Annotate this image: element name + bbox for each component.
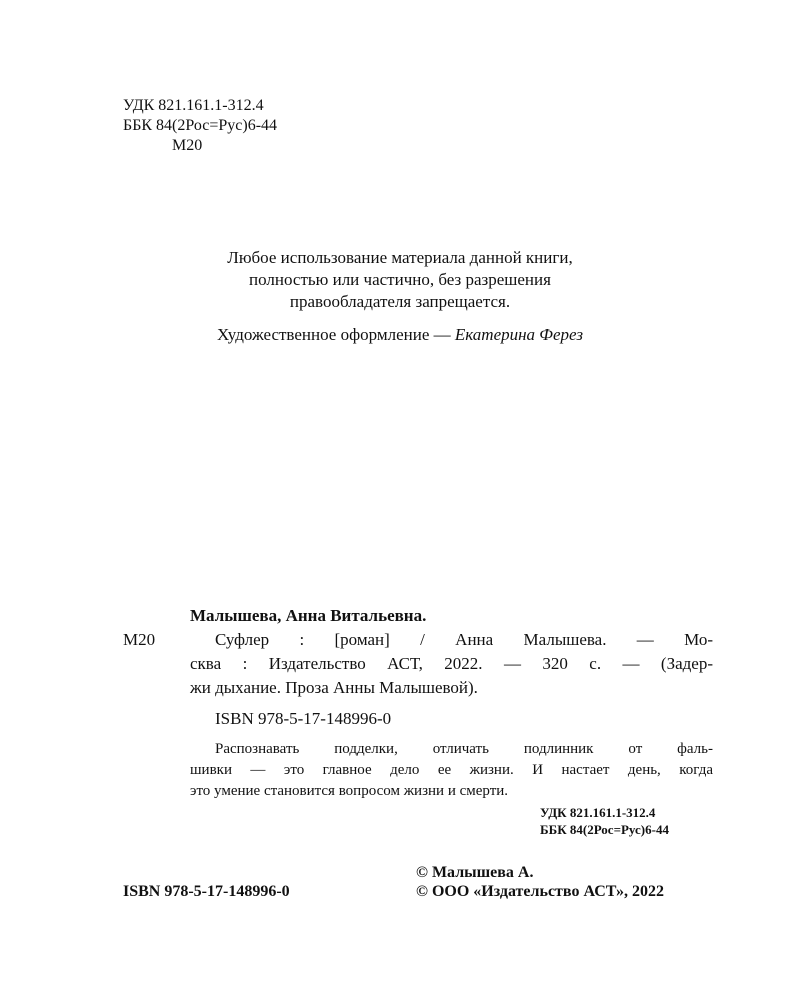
notice-line-3: правообладателя запрещается. <box>289 292 511 311</box>
bib-line-3: жи дыхание. Проза Анны Малышевой). <box>190 678 478 697</box>
footer-isbn: ISBN 978-5-17-148996-0 <box>123 883 290 900</box>
bib-line-2: сква : Издательство АСТ, 2022. — 320 с. — (Задер- <box>190 654 713 673</box>
design-credit <box>0 325 800 345</box>
author-sign: М20 <box>172 137 203 154</box>
udk-code: УДК 821.161.1-312.4 <box>123 97 264 114</box>
bib-line-1: Суфлер : [роман] / Анна Малышева. — Мо- <box>215 630 713 649</box>
annotation-line-2: шивки — это главное дело ее жизни. И настает день, когда <box>190 762 713 778</box>
copyright-publisher: © ООО «Издательство АСТ», 2022 <box>416 883 665 900</box>
notice-line-1: Любое использование материала данной книги, <box>227 248 573 267</box>
bib-code: М20 <box>123 630 156 649</box>
copyright-author: © Малышева А. <box>416 864 534 881</box>
bib-author: Малышева, Анна Витальевна. <box>190 606 427 625</box>
bib-isbn: ISBN 978-5-17-148996-0 <box>215 709 392 728</box>
classification-udk: УДК 821.161.1-312.4 <box>540 805 656 820</box>
annotation-line-1: Распознавать подделки, отличать подлинник от фаль- <box>215 741 713 757</box>
classification-bbk: ББК 84(2Рос=Рус)6-44 <box>540 822 669 837</box>
design-label: Художественное оформление — <box>217 325 455 344</box>
bbk-code: ББК 84(2Рос=Рус)6-44 <box>123 117 278 134</box>
notice-line-2: полностью или частично, без разрешения <box>249 270 551 289</box>
design-artist: Екатерина Ферез <box>454 325 583 344</box>
annotation-line-3: это умение становится вопросом жизни и смерти. <box>190 783 509 799</box>
